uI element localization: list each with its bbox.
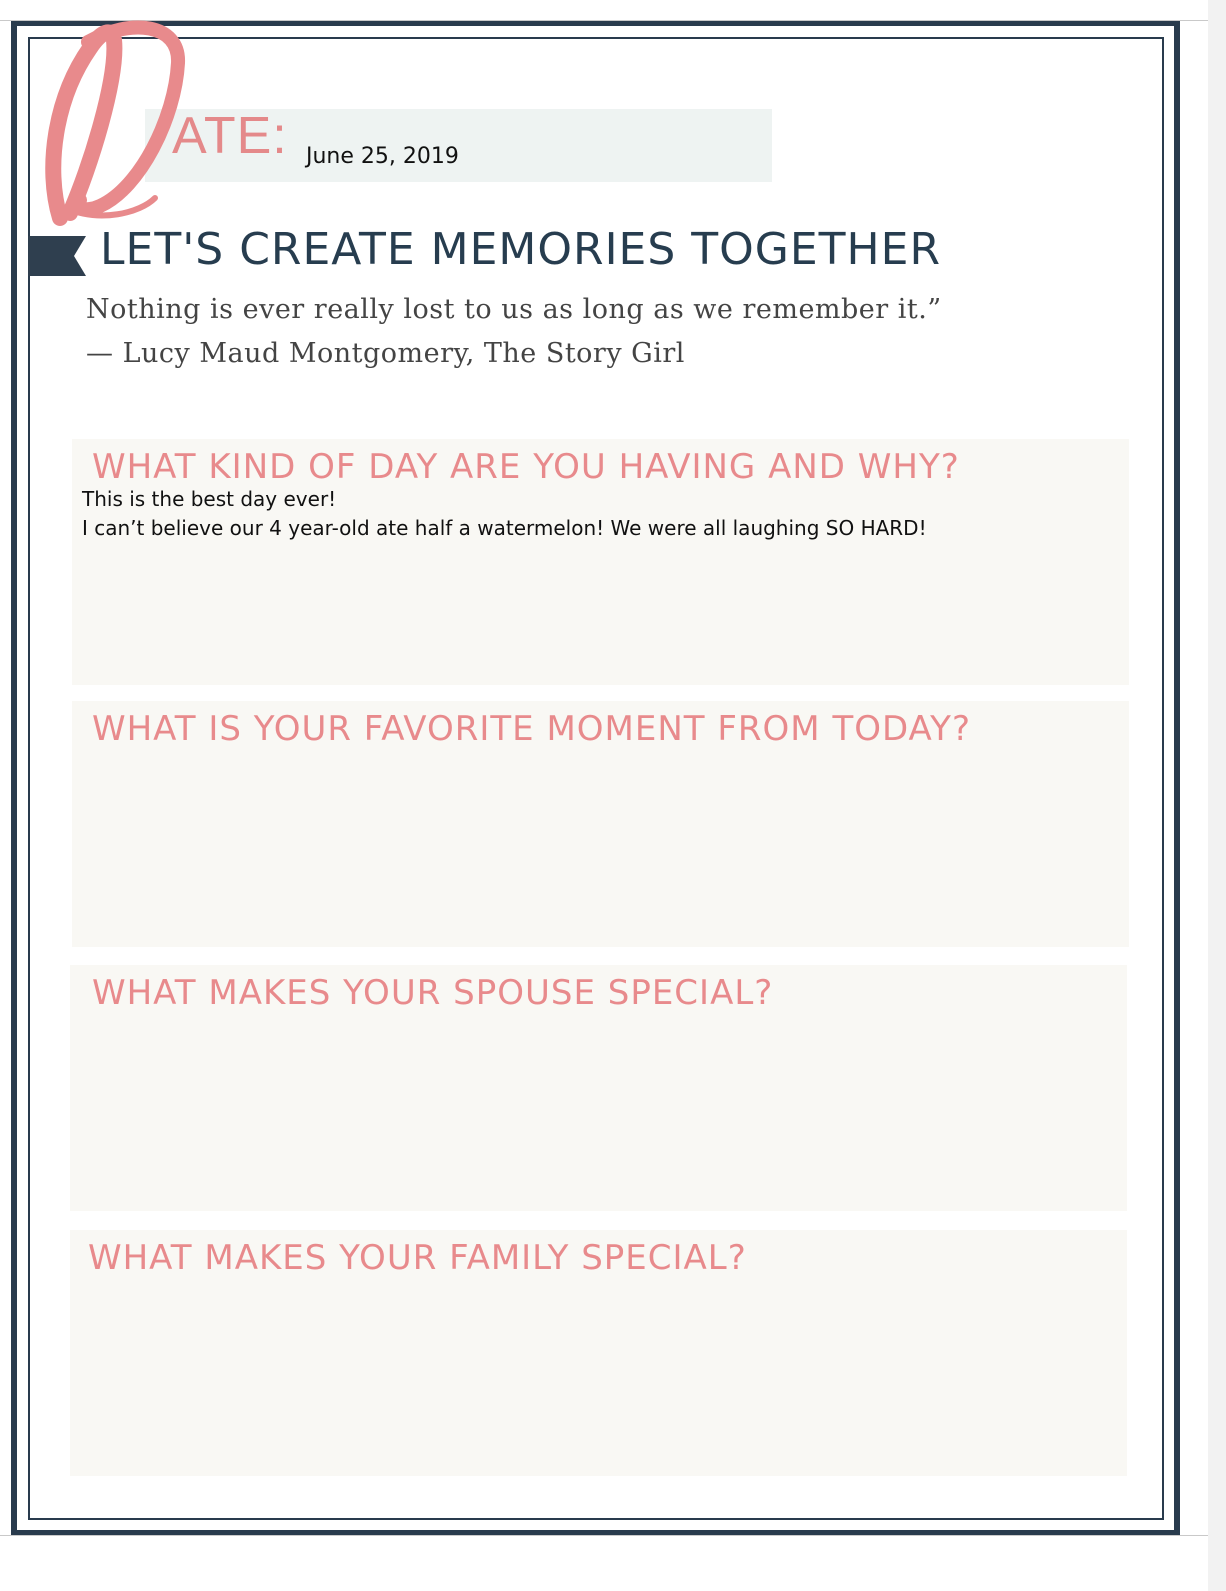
section-spouse[interactable]: [70, 965, 1127, 1211]
section-favorite-moment[interactable]: [72, 701, 1129, 947]
answer-text[interactable]: [82, 485, 927, 543]
page-title: LET'S CREATE MEMORIES TOGETHER: [100, 224, 942, 275]
section-family[interactable]: [70, 1230, 1127, 1476]
section-heading: WHAT IS YOUR FAVORITE MOMENT FROM TODAY?: [92, 709, 971, 749]
date-value[interactable]: June 25, 2019: [306, 144, 459, 169]
section-heading: WHAT KIND OF DAY ARE YOU HAVING AND WHY?: [92, 447, 960, 487]
section-heading: WHAT MAKES YOUR SPOUSE SPECIAL?: [92, 973, 774, 1013]
ribbon-icon: [28, 236, 86, 276]
date-label: ATE:: [172, 107, 288, 165]
answer-line: This is the best day ever!: [82, 487, 337, 511]
quote-attribution: — Lucy Maud Montgomery, The Story Girl: [86, 338, 685, 369]
quote-text: Nothing is ever really lost to us as long as we remember it.”: [86, 294, 942, 325]
section-day[interactable]: [72, 439, 1129, 685]
guide-line-bottom: [0, 1535, 1208, 1536]
section-heading: WHAT MAKES YOUR FAMILY SPECIAL?: [88, 1238, 747, 1278]
answer-line: I can’t believe our 4 year-old ate half a watermelon! We were all laughing SO HARD!: [82, 516, 927, 540]
